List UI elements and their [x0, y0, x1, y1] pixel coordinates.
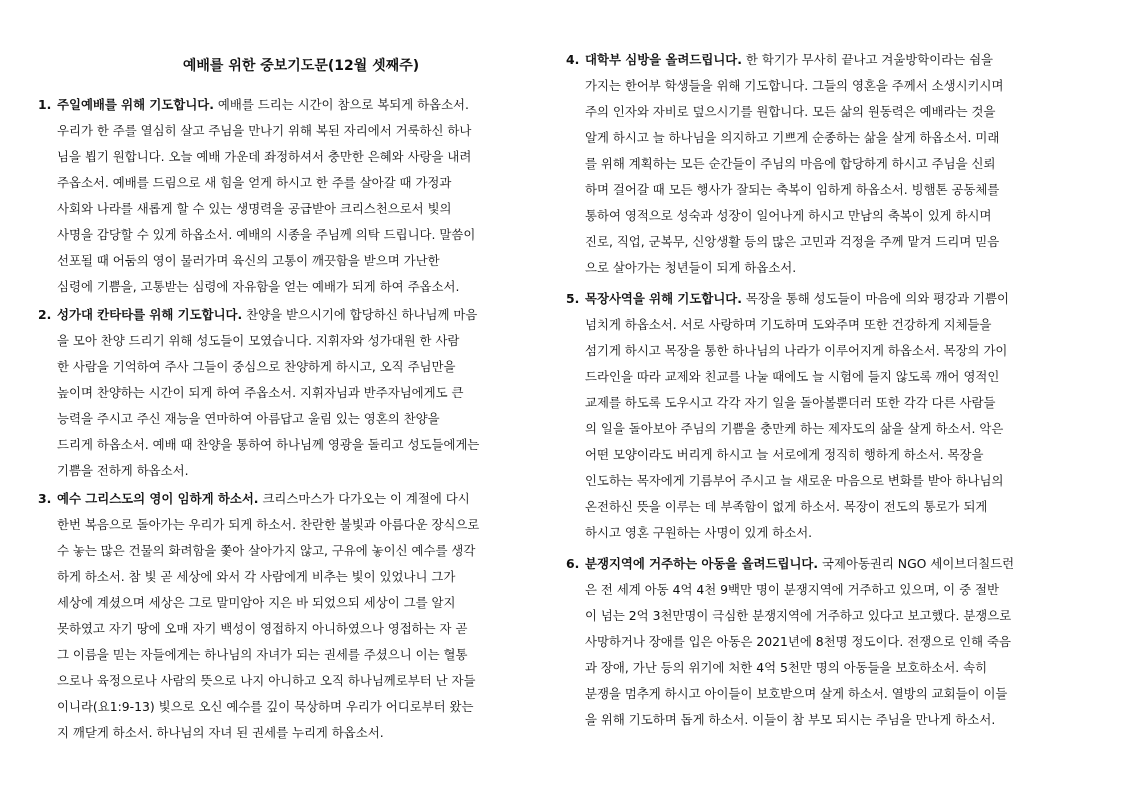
item-line: 주의 인자와 자비로 덮으시기를 원합니다. 모든 삶의 원동력은 예배라는 것을 — [585, 104, 996, 119]
item-number: 5. — [566, 291, 580, 306]
item-line: 선포될 때 어둠의 영이 물러가며 육신의 고통이 깨끗함을 받으며 가난한 — [57, 253, 440, 268]
item-line: 기쁨을 전하게 하옵소서. — [57, 463, 189, 478]
item-line: 높이며 찬양하는 시간이 되게 하여 주옵소서. 지휘자님과 반주자님에게도 큰 — [57, 385, 464, 400]
item-line: 진로, 직업, 군복무, 신앙생활 등의 많은 고민과 걱정을 주께 맡겨 드리며 믿음 — [585, 234, 1000, 249]
item-line: 한 사람을 기억하여 주사 그들이 중심으로 찬양하게 하시고, 오직 주님만을 — [57, 359, 456, 374]
item-heading: 예수 그리스도의 영이 임하게 하소서. — [57, 491, 259, 506]
item-line: 의 일을 돌아보아 주님의 기쁨을 충만케 하는 제자도의 삶을 살게 하소서. 악은 — [585, 421, 1004, 436]
item-line: 우리가 한 주를 열심히 살고 주님을 만나기 위해 복된 자리에서 거룩하신 하나 — [57, 123, 472, 138]
item-number: 6. — [566, 556, 580, 571]
item-line: 를 위해 계획하는 모든 순간들이 주님의 마음에 합당하게 하시고 주님을 신뢰 — [585, 156, 996, 171]
item-heading: 성가대 칸타타를 위해 기도합니다. — [57, 307, 243, 322]
item-line: 으로 살아가는 청년들이 되게 하옵소서. — [585, 260, 797, 275]
item-line: 하며 걸어갈 때 모든 행사가 잘되는 축복이 임하게 하옵소서. 빙햄톤 공동체를 — [585, 182, 1000, 197]
item-line: 인도하는 목자에게 기름부어 주시고 늘 새로운 마음으로 변화를 받아 하나님의 — [585, 473, 1004, 488]
item-first-line — [566, 286, 1078, 312]
item-number: 2. — [38, 307, 52, 322]
item-line: 이 넘는 2억 3천만명이 극심한 분쟁지역에 거주하고 있다고 보고했다. 분쟁으로 — [585, 608, 1012, 623]
item-line: 세상에 계셨으며 세상은 그로 말미암아 지은 바 되었으되 세상이 그를 알지 — [57, 595, 456, 610]
item-line: 드리게 하옵소서. 예배 때 찬양을 통하여 하나님께 영광을 돌리고 성도들에게는 — [57, 437, 480, 452]
item-line: 분쟁을 멈추게 하시고 아이들이 보호받으며 살게 하소서. 열방의 교회들이 이들 — [585, 686, 1008, 701]
item-heading: 분쟁지역에 거주하는 아동을 올려드립니다. — [585, 556, 819, 571]
item-first-line — [38, 302, 548, 328]
item-text: 예배를 드리는 시간이 참으로 복되게 하옵소서. — [213, 97, 469, 112]
item-line: 지 깨닫게 하소서. 하나님의 자녀 된 권세를 누리게 하옵소서. — [57, 725, 384, 740]
item-line: 을 모아 찬양 드리기 위해 성도들이 모였습니다. 지휘자와 성가대원 한 사람 — [57, 333, 460, 348]
item-heading: 목장사역을 위해 기도합니다. — [585, 291, 742, 306]
item-line: 하시고 영혼 구원하는 사명이 있게 하소서. — [585, 525, 813, 540]
item-text: 찬양을 받으시기에 합당하신 하나님께 마음 — [242, 307, 478, 322]
item-line: 은 전 세계 아동 4억 4천 9백만 명이 분쟁지역에 거주하고 있으며, 이 중 절반 — [585, 582, 999, 597]
item-line: 사망하거나 장애를 입은 아동은 2021년에 8천명 정도이다. 전쟁으로 인해 죽음 — [585, 634, 1011, 649]
item-line: 넘치게 하옵소서. 서로 사랑하며 기도하며 도와주며 또한 건강하게 지체들을 — [585, 317, 992, 332]
item-line: 통하여 영적으로 성숙과 성장이 일어나게 하시고 만남의 축복이 있게 하시며 — [585, 208, 992, 223]
prayer-item-2 — [38, 302, 548, 484]
item-heading: 주일예배를 위해 기도합니다. — [57, 97, 214, 112]
item-line: 가지는 한어부 학생들을 위해 기도합니다. 그들의 영혼을 주께서 소생시키시며 — [585, 78, 1004, 93]
item-line: 주옵소서. 예배를 드림으로 새 힘을 얻게 하시고 한 주를 살아갈 때 가정과 — [57, 175, 452, 190]
item-line: 한번 복음으로 돌아가는 우리가 되게 하소서. 찬란한 불빛과 아름다운 장식으로 — [57, 517, 480, 532]
item-first-line — [566, 47, 1078, 73]
prayer-item-6 — [566, 551, 1078, 733]
page-title: 예배를 위한 중보기도문(12월 셋째주) — [182, 58, 420, 74]
item-line: 과 장애, 가난 등의 위기에 처한 4억 5천만 명의 아동들을 보호하소서. 속히 — [585, 660, 988, 675]
item-line: 어떤 모양이라도 버리게 하시고 늘 서로에게 정직히 행하게 하소서. 목장을 — [585, 447, 984, 462]
item-line: 드라인을 따라 교제와 친교를 나눌 때에도 늘 시험에 들지 않도록 깨어 영적인 — [585, 369, 1000, 384]
item-line: 능력을 주시고 주신 재능을 연마하여 아름답고 울림 있는 영혼의 찬양을 — [57, 411, 440, 426]
item-text: 목장을 통해 성도들이 마음에 의와 평강과 기쁨이 — [741, 291, 1009, 306]
item-text: 크리스마스가 다가오는 이 계절에 다시 — [258, 491, 470, 506]
item-line: 심령에 기쁨을, 고통받는 심령에 자유함을 얻는 예배가 되게 하여 주옵소서. — [57, 279, 460, 294]
item-line: 온전하신 뜻을 이루는 데 부족함이 없게 하소서. 목장이 전도의 통로가 되게 — [585, 499, 988, 514]
item-first-line — [38, 92, 548, 118]
prayer-item-1 — [38, 92, 548, 300]
item-first-line — [38, 486, 548, 512]
item-heading: 대학부 심방을 올려드립니다. — [585, 52, 742, 67]
item-text: 국제아동권리 NGO 세이브더칠드런 — [818, 556, 1015, 571]
item-line: 사명을 감당할 수 있게 하옵소서. 예배의 시종을 주님께 의탁 드립니다. 말씀이 — [57, 227, 476, 242]
item-line: 님을 뵙기 원합니다. 오늘 예배 가운데 좌정하셔서 충만한 은혜와 사랑을 내려 — [57, 149, 472, 164]
prayer-item-4 — [566, 47, 1078, 281]
prayer-item-5 — [566, 286, 1078, 546]
item-line: 섬기게 하시고 목장을 통한 하나님의 나라가 이루어지게 하옵소서. 목장의 가이 — [585, 343, 1008, 358]
item-line: 으로나 육정으로나 사람의 뜻으로 나지 아니하고 오직 하나님께로부터 난 자들 — [57, 673, 476, 688]
item-number: 1. — [38, 97, 52, 112]
item-number: 4. — [566, 52, 580, 67]
item-line: 하게 하소서. 참 빛 곧 세상에 와서 각 사람에게 비추는 빛이 있었나니 그가 — [57, 569, 456, 584]
item-first-line — [566, 551, 1078, 577]
item-line: 수 놓는 많은 건물의 화려함을 쫓아 살아가지 않고, 구유에 놓이신 예수를 생각 — [57, 543, 476, 558]
prayer-item-3 — [38, 486, 548, 746]
item-line: 사회와 나라를 새롭게 할 수 있는 생명력을 공급받아 크리스천으로서 빛의 — [57, 201, 452, 216]
item-line: 교제를 하도록 도우시고 각각 자기 일을 돌아볼뿐더러 또한 각각 다른 사람들 — [585, 395, 996, 410]
item-number: 3. — [38, 491, 52, 506]
item-line: 못하였고 자기 땅에 오매 자기 백성이 영접하지 아니하였으나 영접하는 자 곧 — [57, 621, 468, 636]
item-line: 알게 하시고 늘 하나님을 의지하고 기쁘게 순종하는 삶을 살게 하옵소서. 미래 — [585, 130, 1000, 145]
item-line: 그 이름을 믿는 자들에게는 하나님의 자녀가 되는 권세를 주셨으니 이는 혈통 — [57, 647, 468, 662]
item-line: 을 위해 기도하며 돕게 하소서. 이들이 참 부모 되시는 주님을 만나게 하소서. — [585, 712, 996, 727]
item-line: 이니라(요1:9-13) 빛으로 오신 예수를 깊이 묵상하며 우리가 어디로부터 왔는 — [57, 699, 474, 714]
item-text: 한 학기가 무사히 끝나고 겨울방학이라는 쉼을 — [741, 52, 994, 67]
